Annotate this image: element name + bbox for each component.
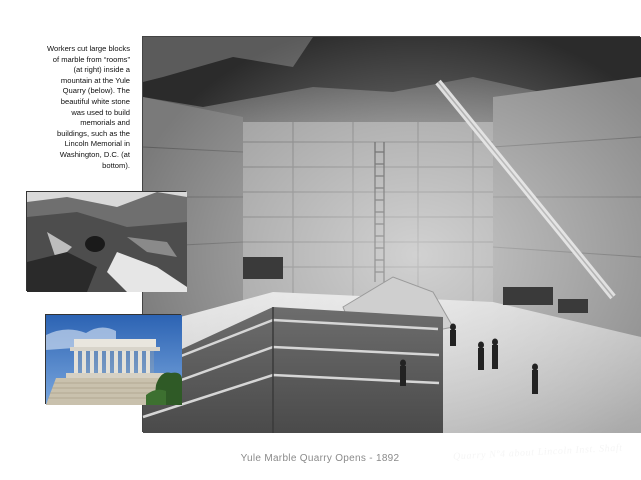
caption-text: Workers cut large blocks of marble from “rooms” (at right) inside a mountain at the Yule Quarry (below). The beautiful white stone was used to build memorials and buildings, such as the Lincoln Memorial in Washington, D.C. (at bottom). xyxy=(47,44,130,170)
photo-handwritten-caption: Quarry Nº4 about Lincoln Inst. Shaft xyxy=(452,442,623,463)
lincoln-memorial-photo xyxy=(45,314,181,404)
mountain-quarry-photo xyxy=(26,191,186,291)
slide-title: Yule Marble Quarry Opens - 1892 xyxy=(240,453,400,464)
